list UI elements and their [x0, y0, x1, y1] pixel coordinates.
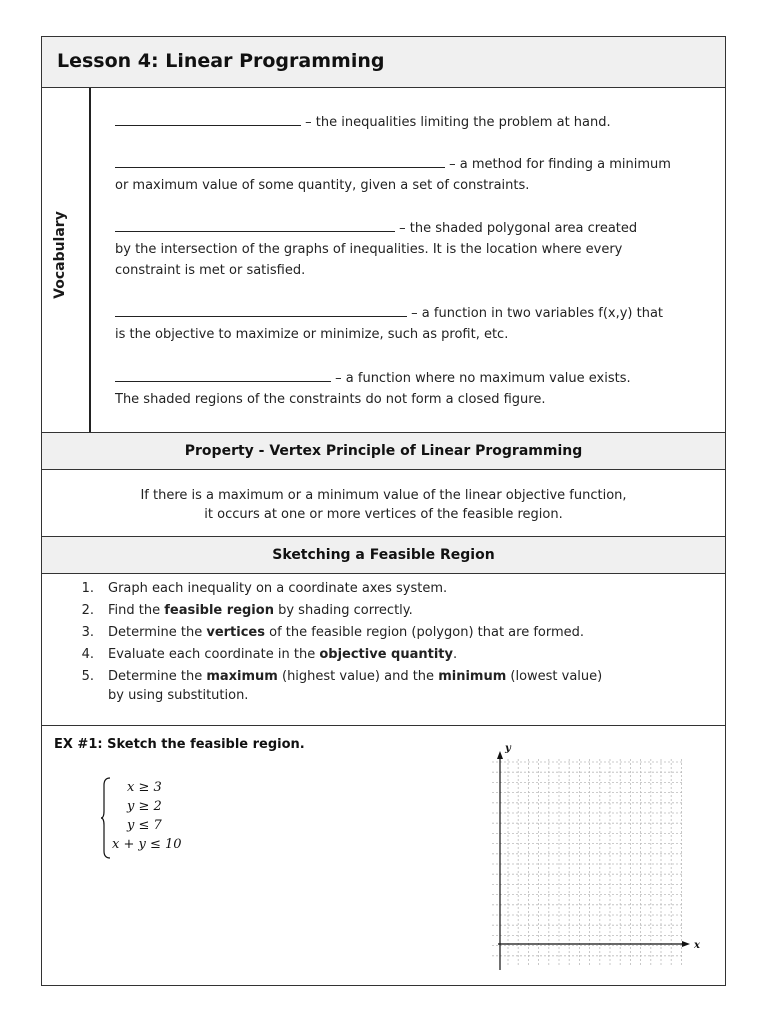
fill-in-blank[interactable]	[115, 303, 407, 317]
step-text: Graph each inequality on a coordinate axes system.	[108, 581, 448, 596]
step-item	[42, 579, 725, 601]
x-axis-label: x	[694, 940, 700, 951]
vocab-definition-cont: by the intersection of the graphs of inequalities. It is the location where every	[115, 242, 623, 257]
coordinate-grid[interactable]	[482, 737, 702, 977]
property-line-2: it occurs at one or more vertices of the feasible region.	[204, 507, 563, 522]
step-number: 1.	[81, 581, 94, 596]
fill-in-blank[interactable]	[115, 112, 301, 126]
vocab-entry-objective-function	[115, 303, 710, 345]
vocab-entry-feasible-region	[115, 218, 710, 281]
vocabulary-label-column	[42, 88, 91, 432]
section-divider	[42, 725, 725, 726]
title-bar	[42, 37, 725, 88]
step-item	[42, 667, 725, 707]
y-axis-arrow-icon	[497, 751, 503, 759]
step-item	[42, 645, 725, 667]
y-axis-label: y	[505, 743, 511, 754]
fill-in-blank[interactable]	[115, 368, 331, 382]
property-line-1: If there is a maximum or a minimum value of the linear objective function,	[140, 488, 627, 503]
vocab-definition-cont: is the objective to maximize or minimize, such as profit, etc.	[115, 327, 509, 342]
vocabulary-section	[42, 88, 725, 432]
inequality-4: x + y ≤ 10	[112, 837, 182, 852]
step-item	[42, 601, 725, 623]
sketching-heading: Sketching a Feasible Region	[42, 536, 725, 574]
vocab-entry-linear-programming	[115, 154, 710, 196]
vocab-entry-constraints	[115, 112, 710, 133]
example-title: EX #1: Sketch the feasible region.	[54, 737, 305, 752]
vocab-definition-cont: or maximum value of some quantity, given a set of constraints.	[115, 178, 530, 193]
step-text: Determine the vertices of the feasible region (polygon) that are formed.	[108, 625, 585, 640]
property-heading: Property - Vertex Principle of Linear Programming	[42, 432, 725, 470]
vocab-definition: – a function in two variables f(x,y) that	[411, 306, 664, 321]
step-number: 2.	[81, 603, 94, 618]
step-number: 3.	[81, 625, 94, 640]
x-axis-arrow-icon	[682, 941, 690, 947]
vocabulary-label: Vocabulary	[52, 211, 68, 299]
vocab-definition-cont: The shaded regions of the constraints do not form a closed figure.	[115, 392, 546, 407]
vocab-entry-unbounded	[115, 368, 710, 410]
inequality-system	[100, 777, 220, 867]
property-text	[42, 486, 725, 524]
left-brace-icon	[100, 777, 112, 859]
lesson-title: Lesson 4: Linear Programming	[57, 50, 385, 72]
step-text: Evaluate each coordinate in the objective quantity.	[108, 647, 458, 662]
vocab-definition: – a method for finding a minimum	[449, 157, 671, 172]
step-text: Find the feasible region by shading correctly.	[108, 603, 413, 618]
vocab-definition: – a function where no maximum value exists.	[335, 371, 631, 386]
inequality-1: x ≥ 3	[127, 780, 162, 795]
vocab-definition-cont: constraint is met or satisfied.	[115, 263, 306, 278]
step-number: 5.	[81, 669, 94, 684]
inequality-3: y ≤ 7	[127, 818, 162, 833]
step-text: Determine the maximum (highest value) and the minimum (lowest value) by using substitution.	[108, 669, 603, 703]
step-item	[42, 623, 725, 645]
vocab-definition: – the shaded polygonal area created	[399, 221, 638, 236]
fill-in-blank[interactable]	[115, 218, 395, 232]
step-number: 4.	[81, 647, 94, 662]
fill-in-blank[interactable]	[115, 154, 445, 168]
vocab-definition: – the inequalities limiting the problem at hand.	[305, 115, 611, 130]
worksheet	[41, 36, 726, 986]
inequality-2: y ≥ 2	[127, 799, 162, 814]
steps-list	[42, 579, 725, 707]
